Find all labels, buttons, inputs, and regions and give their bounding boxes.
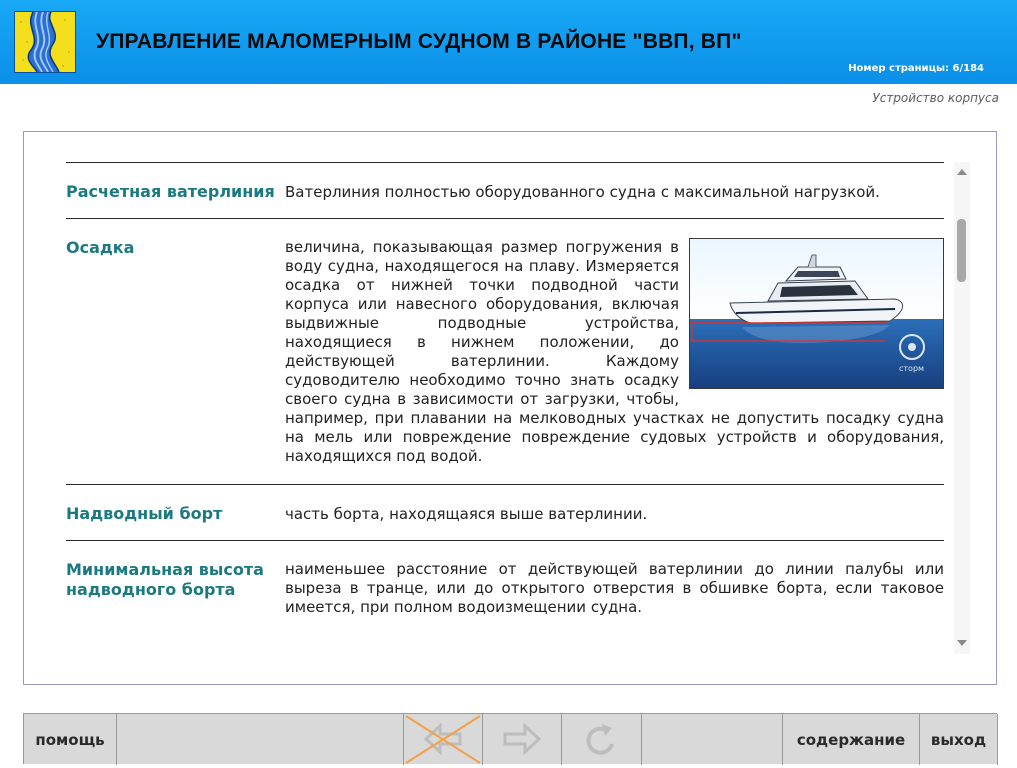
glossary-row: [66, 162, 944, 219]
term-label: Расчетная ватерлиния: [66, 182, 275, 201]
storm-logo-text: сторм: [899, 364, 925, 373]
glossary-scroll-area[interactable]: [66, 162, 944, 634]
term-definition: Ватерлиния полностью оборудованного судна с максимальной нагрузкой.: [285, 183, 880, 201]
help-button[interactable]: [24, 714, 117, 765]
boat-draft-image: [689, 238, 944, 389]
back-button[interactable]: [404, 714, 483, 765]
refresh-icon: [562, 714, 640, 764]
glossary-row: [66, 484, 944, 541]
term-label: Надводный борт: [66, 504, 223, 523]
scroll-thumb[interactable]: [957, 219, 966, 282]
exit-button[interactable]: [920, 714, 998, 765]
glossary-row: [66, 540, 944, 634]
footer-spacer: [642, 714, 783, 765]
contents-button-label: содержание: [796, 730, 906, 749]
river-logo-icon: [14, 11, 76, 73]
glossary-row: [66, 218, 944, 485]
forward-arrow-icon: [483, 714, 561, 764]
app-title: УПРАВЛЕНИЕ МАЛОМЕРНЫМ СУДНОМ В РАЙОНЕ "ВВП, ВП": [96, 30, 742, 53]
vertical-scrollbar[interactable]: [954, 162, 970, 654]
forward-button[interactable]: [483, 714, 562, 765]
term-label: Минимальная высота надводного борта: [66, 560, 264, 599]
footer-spacer: [117, 714, 404, 765]
content-frame: [23, 131, 997, 685]
scroll-down-arrow-icon[interactable]: [957, 640, 967, 646]
term-label: Осадка: [66, 238, 135, 257]
footer-toolbar: [23, 713, 997, 764]
help-button-label: помощь: [35, 730, 105, 749]
term-definition-text: величина, показывающая размер погружения в воду судна, находящегося на плаву. Измеряется осадка от нижней точки подводной части корпуса или навесного оборудования, включая выдвижные подводные устройства, находящиеся в нижнем положении, до действующей ватерлинии. Каждому судоводителю необходимо точно знать осадку своего судна в зависимости от загрузки, чтобы, например, при плавании на мелководных участках не допустить посадку судна на мель или повреждение повреждение судовых устройств и оборудования, находящихся под водой.: [285, 238, 944, 465]
contents-button[interactable]: [783, 714, 920, 765]
page-counter: Номер страницы: 6/184: [848, 63, 984, 74]
section-subtitle: Устройство корпуса: [872, 91, 999, 105]
term-definition: часть борта, находящаяся выше ватерлинии.: [285, 505, 648, 523]
exit-button-label: выход: [930, 730, 987, 749]
back-arrow-disabled-icon: [404, 714, 482, 764]
term-definition: [285, 238, 944, 466]
scroll-up-arrow-icon[interactable]: [957, 169, 967, 175]
term-definition: наименьшее расстояние от действующей ватерлинии до линии палубы или выреза в транце, или до открытого отверстия в обшивке борта, если таковое имеется, при полном водоизмещении судна.: [285, 560, 944, 616]
app-header: [0, 0, 1017, 84]
refresh-button[interactable]: [562, 714, 642, 765]
